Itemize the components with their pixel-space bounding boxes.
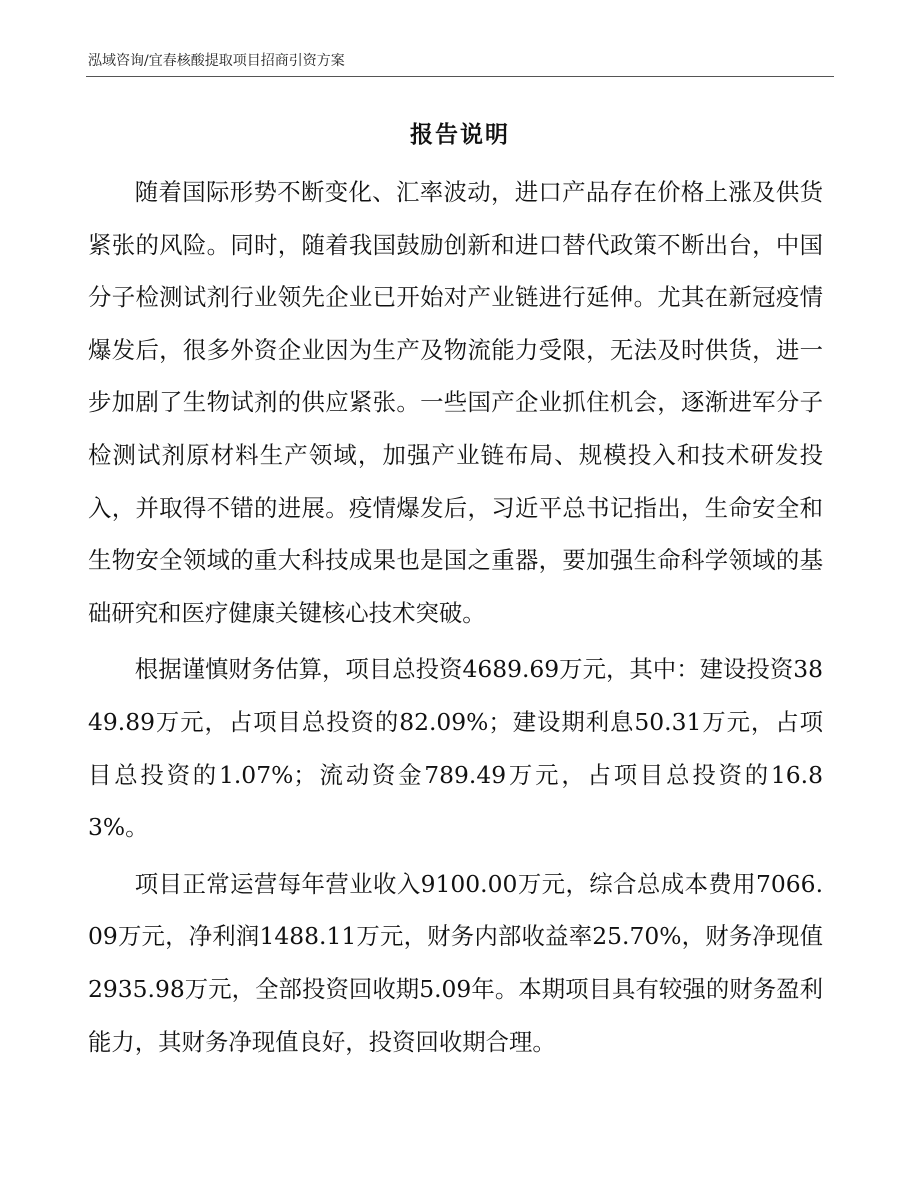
header-divider — [86, 76, 834, 77]
report-body — [88, 166, 823, 1072]
paragraph-background: 随着国际形势不断变化、汇率波动，进口产品存在价格上涨及供货紧张的风险。同时，随着我国鼓励创新和进口替代政策不断出台，中国分子检测试剂行业领先企业已开始对产业链进行延伸。尤其在新冠疫情爆发后，很多外资企业因为生产及物流能力受限，无法及时供货，进一步加剧了生物试剂的供应紧张。一些国产企业抓住机会，逐渐进军分子检测试剂原材料生产领域，加强产业链布局、规模投入和技术研发投入，并取得不错的进展。疫情爆发后，习近平总书记指出，生命安全和生物安全领域的重大科技成果也是国之重器，要加强生命科学领域的基础研究和医疗健康关键核心技术突破。 — [88, 178, 823, 627]
paragraph-investment: 根据谨慎财务估算，项目总投资4689.69万元，其中：建设投资3849.89万元，占项目总投资的82.09%；建设期利息50.31万元，占项目总投资的1.07%；流动资金789.49万元，占项目总投资的16.83%。 — [88, 655, 823, 842]
page-header: 泓域咨询/宜春核酸提取项目招商引资方案 — [88, 53, 345, 69]
page-title: 报告说明 — [410, 121, 510, 148]
paragraph-financials: 项目正常运营每年营业收入9100.00万元，综合总成本费用7066.09万元，净利润1488.11万元，财务内部收益率25.70%，财务净现值2935.98万元，全部投资回收期5.09年。本期项目具有较强的财务盈利能力，其财务净现值良好，投资回收期合理。 — [88, 869, 823, 1056]
